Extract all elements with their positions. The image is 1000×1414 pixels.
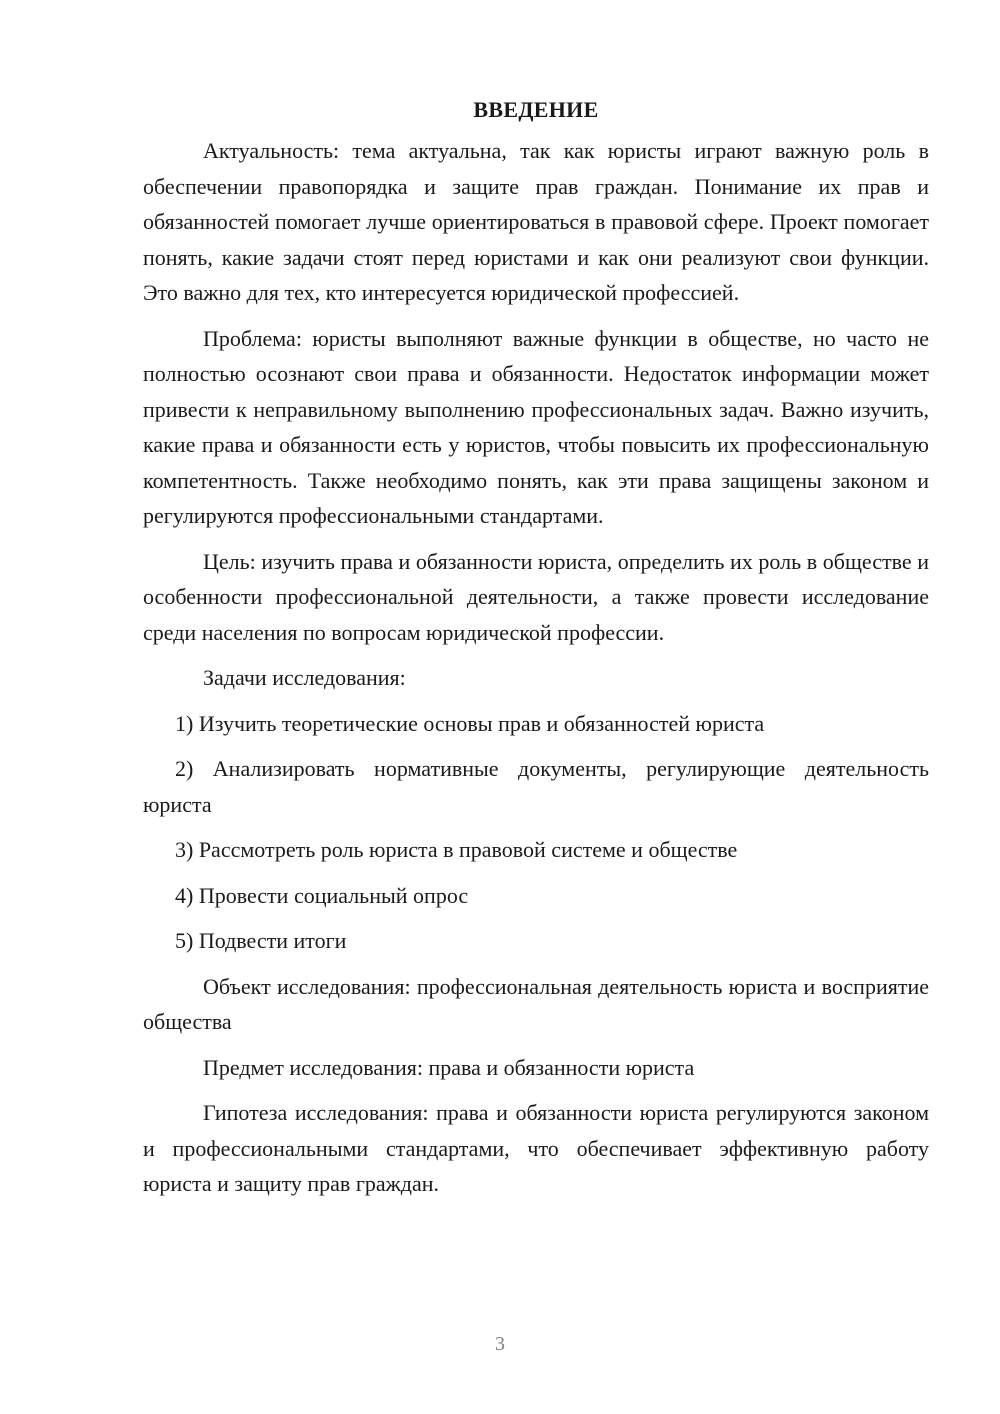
task-item-2: 2) Анализировать нормативные документы, регулирующие деятельность юриста xyxy=(143,756,929,817)
paragraph-subject: Предмет исследования: права и обязанности юриста xyxy=(203,1054,695,1080)
task-item-5: 5) Подвести итоги xyxy=(175,928,347,953)
task-item-3: 3) Рассмотреть роль юриста в правовой системе и обществе xyxy=(175,837,738,862)
paragraph-goal: Цель: изучить права и обязанности юриста, определить их роль в обществе и особенности профессиональной деятельности, а также провести исследование среди населения по вопросам юридической профессии. xyxy=(143,548,929,645)
task-item-1: 1) Изучить теоретические основы прав и обязанностей юриста xyxy=(175,710,765,736)
paragraph-problem: Проблема: юристы выполняют важные функции в обществе, но часто не полностью осознают свои права и обязанности. Недостаток информации может привести к неправильному выполнению профессиональных задач. Важно изучить, какие права и обязанности есть у юристов, чтобы повысить их профессиональную компетентность. Также необходимо понять, как эти права защищены законом и регулируются профессиональными стандартами. xyxy=(143,325,929,528)
paragraph-object: Объект исследования: профессиональная деятельность юриста и восприятие общества xyxy=(143,973,929,1034)
paragraph-tasks-heading: Задачи исследования: xyxy=(203,665,406,690)
paragraph-relevance: Актуальность: тема актуальна, так как юристы играют важную роль в обеспечении правопорядка и защите прав граждан. Понимание их прав и обязанностей помогает лучше ориентироваться в правовой сфере. Проект помогает понять, какие задачи стоят перед юристами и как они реализуют свои функции. Это важно для тех, кто интересуется юридической профессией. xyxy=(143,138,929,305)
page-number: 3 xyxy=(495,1333,505,1355)
task-item-4: 4) Провести социальный опрос xyxy=(175,882,469,908)
section-title: ВВЕДЕНИЕ xyxy=(473,97,599,122)
paragraph-hypothesis: Гипотеза исследования: права и обязанности юриста регулируются законом и профессиональными стандартами, что обеспечивает эффективную работу юриста и защиту прав граждан. xyxy=(143,1100,929,1196)
document-page xyxy=(143,95,929,1212)
